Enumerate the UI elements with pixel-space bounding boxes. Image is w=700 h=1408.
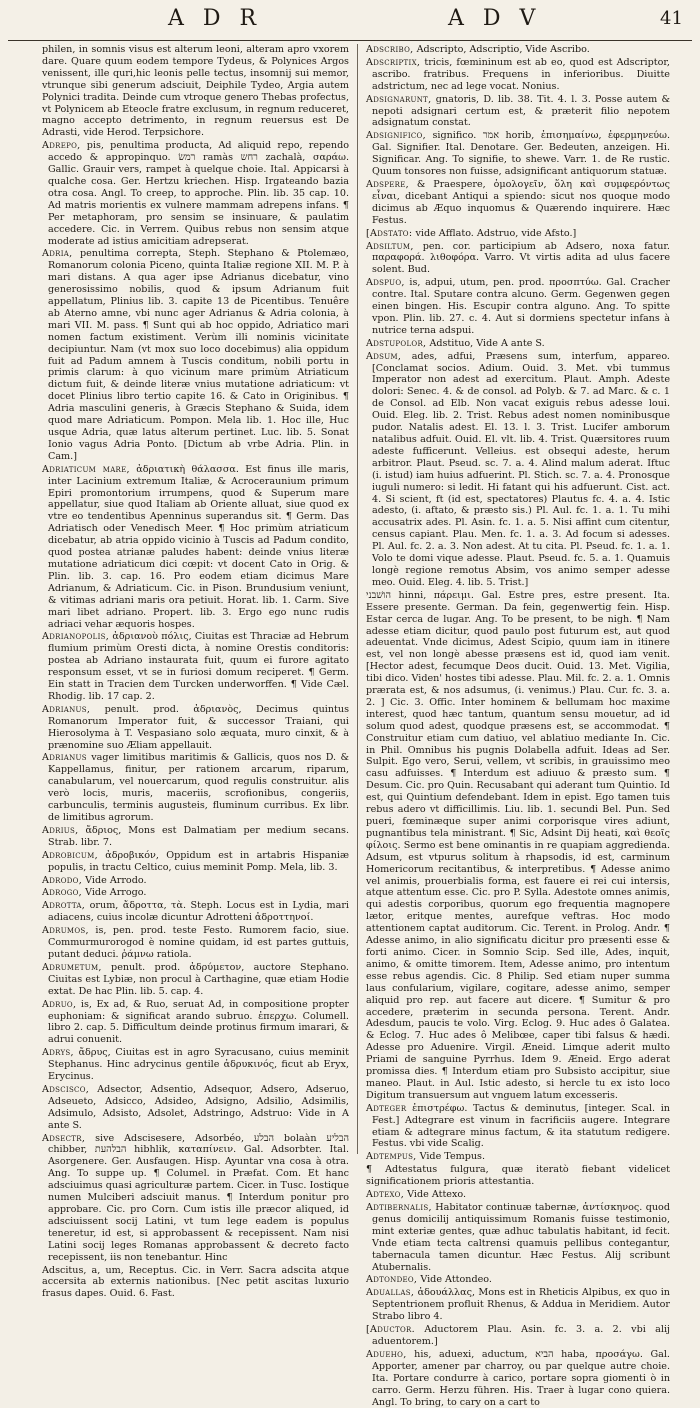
entry-headword: [Aductor. <box>366 1324 415 1336</box>
entry-headword: Adriaticum mare, <box>42 463 130 475</box>
dictionary-entry <box>42 140 349 247</box>
entry-body: הושׁבני hinni, πάρειμι. Gal. Estre pres, estre present. Ita. Essere presente. German. Da fein, gegenwertig fein. Hisp. Estar cerca de lugar. Ang. To be present, to be nigh. ¶ Nam adesse etiam dicitur, quod paulo post futurum est, aut quod adeuentat. Vnde dicimus, Adest Scipio, quum iam in itinere est, vel non longè abesse præsens est id, quod iam venit. [Hector adest, fecumque Deos ducit. Ouid. 13. Met. Vigilia, tibi dico. Viden' hostes tibi adesse. Plau. Mil. fc. 2. a. 1. Omnis prærata est, & nos adsumus, (i. venimus.) Plau. Cur. fc. 3. a. 2. ] Cic. 3. Offic. Inter hominem & bellumam hoc maxime interest, quod hæc tantum, quantum sensu mouetur, ad id solum quod adest, quodque præsens est, se accommodat. ¶ Construitur etiam cum datiuo, vel ablatiuo mediante In. Cic. in Phil. Omnibus his pugnis Dolabella adfuit. Ideas ad Ser. Sulpit. Ego vero, Serui, vellem, vt scribis, in grauissimo meo casu adfuisses. ¶ Interdum est adiuuo & præsto sum. ¶ Desum. Cic. pro Quin. Recusabant qui aderant tum Quintio. Id est, qui Quintium defendebant. Idem in epist. Ego tamen tuis rebus adero vt difficillimis. Liu. lib. 1. secundi Bel. Pun. Sed pueri, fœminæque super animi corporisque vires adiunt, pugnantibus tela ministrant. ¶ Sic, Adsint Dij heati, καὶ θεοῖς φίλοις. Sermo est bene ominantis in re quapiam aggredienda. Adsum, est vtpurus solitum à rhapsodis, id est, carminum Homericorum recitantibus, & interpretibus. ¶ Adesse animo vel animis, prouerbialis forma, est fauere ei rei cui intersis, atque attentum esse. Cic. pro P. Sylla. Adestote omnes animis, qui adestis corporibus, quorum ego frequentia magnopere lætor, eritque mentes, aurefque veftras. Hoc modo attentionem captat auditorum. Cic. Terent. in Prolog. Andr. ¶ Adesse animo, in alio significatu dicitur pro præsenti esse & forti animo. Cicer. in Somnio Scip. Sed ille, Ades, inquit, animo, & omitte timorem. Item, Adesse animo, pro intentum esse rebus agendis. Cic. 8 Philip. Sed etiam nuper summa laus confularium, vigilare, cogitare, adesse animo, semper aliquid pro rep. aut facere aut dicere. ¶ Sumitur & pro accedere, præterim in secunda persona. Terent. Andr. Adesdum, paucis te volo. Virg. Eclog. 9. Huc ades ô Galatea. & Eclog. 7. Huc ades ô Melibœe, caper tibi falsus & hædi. Adesse pro Aduenire. Virgil. Æneid. Limque aderit multo Priami de sanguine Pyrrhus. Idem 9. Æneid. Ergo aderat promissa dies. ¶ Interdum etiam pro Subsisto accipitur, siue maneo. Plaut. in Aul. Istic adesto, si hercle tu ex isto loco Digitum transuersum aut vnguem latum excesseris. <box>366 589 670 1101</box>
entry-body: is, Ex ad, & Ruo, seruat Ad, in compositione propter euphoniam: & significat arando subruo. ἐπερχω. Columell. libro 2. cap. 5. Difficultum deinde protinus firmum imarari, & adrui conuenit. <box>48 998 349 1046</box>
entry-headword: Adrodo, <box>42 874 83 886</box>
entry-headword: Adria, <box>42 248 73 260</box>
entry-body: pis, penultima producta, Ad aliquid repo, rependo accedo & appropinquo. רמשׂ ramàs רחש zachalà, σαράω. Gallic. Grauir vers, rampet à quelque choie. Ital. Appicarsi à qualche cosa. Ger. Hertzu kriechen. Hisp. Irgateando bazia otra cosa. Angl. To creep, to approche. Plin. lib. 35 cap. 10. Ad matris morientis ex vulnere mammam adrepens infans. ¶ Per metaphoram, pro sensim se insinuare, & paulatim accedere. Cic. in Verrem. Quibus rebus non sensim atque moderate ad istius amicitiam adrepserat. <box>48 140 349 247</box>
dictionary-entry <box>42 631 349 702</box>
dictionary-entry <box>42 999 349 1047</box>
dictionary-entry <box>42 875 349 887</box>
entry-headword: Adrepo, <box>42 140 81 152</box>
dictionary-entry <box>366 44 670 56</box>
entry-body: tricis, fœmininum est ab eo, quod est Adscriptor, ascribo. fratribus. Frequens in inferioribus. Diuitte adstrictum, nec ad lege vocat. Nonius. <box>372 56 670 92</box>
entry-headword: Adteger <box>366 1102 407 1114</box>
entry-body: Vide Arrogo. <box>85 887 147 899</box>
entry-headword: Adrianus, <box>42 703 91 715</box>
entry-headword: Adrianopolis, <box>42 631 110 643</box>
entry-headword: Adrius, <box>42 824 79 836</box>
entry-headword: Adtexo, <box>366 1189 405 1201</box>
entry-body: ἐπιστρέφω. Tactus & deminutus, [integer. Scal. in Fest.] Adtegrare est vinum in facrificiis augere. Integrare etiam & adtegrare minus factum, & ita statutum redigere. Festus. vbi vide Scalig. <box>372 1102 670 1150</box>
entry-headword: Adueho, <box>366 1348 407 1360</box>
dictionary-entry <box>42 887 349 899</box>
dictionary-entry <box>366 338 670 350</box>
entry-body: Vide Attondeo. <box>420 1274 492 1286</box>
header-left-title: A D R <box>168 6 263 31</box>
entry-body: Vide Attexo. <box>407 1189 467 1201</box>
entry-body: pen. cor. participium ab Adsero, noxa fatur. παραφορά. λιθοφόρα. Varro. Vt virtis adita ad ulus facere solent. Bud. <box>372 240 670 276</box>
dictionary-entry <box>42 752 349 823</box>
entry-body: Habitator continuæ tabernæ, ἀντίσκηνος. quod genus domicilij antiquissimum Romanis fuisse testimonio, mint exteriæ gentes, quæ adhuc tabulatis habitant, id fecit. Vnde etiam tecta caltrensi quamuis pellibus contegantur, tabernacula tamen dicuntur. Hæc Festus. Alij scribunt Atubernalis. <box>372 1202 670 1273</box>
entry-headword: Adrumetum, <box>42 961 102 973</box>
entry-headword: Adtempus, <box>366 1151 417 1163</box>
entry-headword: Aduallas, <box>366 1287 415 1299</box>
entry-body: Aductorem Plau. Asin. fc. 3. a. 2. vbi alij aduentorem.] <box>372 1324 670 1347</box>
entry-headword: Adscribo, <box>366 44 414 55</box>
entry-body: his, aduexi, aductum, הביא haba, προσάγω. Gal. Apporter, amener par charroy, ou par quelque autre choie. Ita. Portare condurre à carico, portare sopra giomenti ò in carro. Germ. Herzu führen. His. Traer à lugar cono quiera. Angl. To bring, to cary on a cart to <box>372 1348 670 1408</box>
entry-headword: Adrogo, <box>42 887 83 899</box>
entry-headword: Adscriptix, <box>366 56 421 68</box>
dictionary-entry <box>42 825 349 849</box>
entry-headword: [Adstato: <box>366 227 413 239</box>
entry-body: Adstituo, Vide A ante S. <box>429 337 545 349</box>
entry-headword: Adsum, <box>366 350 402 362</box>
dictionary-entry <box>366 1287 670 1323</box>
entry-body: Adsector, Adsentio, Adsequor, Adsero, Adseruo, Adseueto, Adsicco, Adsideo, Adsigno, Adsilio, Adsimilis, Adsimulo, Adsisto, Adsolet, Adstringo, Adstruo: Vide in A ante S. <box>48 1083 349 1131</box>
left-column <box>42 44 350 1300</box>
entry-body: gnatoris, D. lib. 38. Tit. 4. l. 3. Posse autem & nepoti adsignari certum est, & præterit filio nepotem adsignatum constat. <box>372 93 670 129</box>
entry-headword: Adsignarunt, <box>366 93 432 105</box>
dictionary-entry <box>42 1047 349 1083</box>
entry-body: ἄδριος, Mons est Dalmatiam per medium secans. Strab. libr. 7. <box>48 824 350 848</box>
entry-headword: Adrumos, <box>42 925 89 937</box>
entry-body: is, adpui, utum, pen. prod. προσπτύω. Gal. Cracher contre. Ital. Sputare contra alcuno. Germ. Gegenwen gegen einen bingen. His. Escupir contra alguno. Ang. To spitte vpon. Plin. lib. 27. c. 4. Aut si dormiens spectetur infans à nutrice terna adspui. <box>372 277 670 336</box>
dictionary-entry <box>42 1084 349 1132</box>
dictionary-entry <box>42 1265 349 1301</box>
dictionary-entry <box>366 1274 670 1286</box>
entry-body: ἄδρυς, Ciuitas est in agro Syracusano, cuius meminit Stephanus. Hinc adrycinus gentile ἀδρυκινός, ficut ab Eryx, Erycinus. <box>48 1047 349 1083</box>
entry-body: vager limitibus maritimis & Gallicis, quos nos D. & Kappellamus, finitur, per rationem arcarum, riparum, canabularum, vel nouercarum, quod regulis construitur. alis verò locis, muris, maceriis, scrofionibus, congeriis, carbunculis, terminis augusteis, fluminum curribus. Ex libr. de limitibus agrorum. <box>48 752 349 823</box>
entry-body: Adscitus, a, um, Receptus. Cic. in Verr. Sacra adscita atque accersita ab externis nationibus. [Nec petit ascitas luxurio frasus dapes. Ouid. 6. Fast. <box>42 1264 349 1300</box>
entry-headword: Adsiltum, <box>366 240 414 252</box>
dictionary-entry <box>366 130 670 178</box>
dictionary-entry <box>366 241 670 277</box>
dictionary-entry <box>366 1202 670 1273</box>
dictionary-entry <box>366 1164 670 1188</box>
entry-body: is, pen. prod. teste Festo. Rumorem facio, siue. Commurmurorogod è nomine quidam, id est partes guttuis, putant deduci. ῥάμνω ratiola. <box>48 925 349 960</box>
entry-headword: Adscisco, <box>42 1083 90 1095</box>
dictionary-entry <box>366 1151 670 1163</box>
header-right-title: A D V <box>448 6 542 31</box>
entry-headword: Adtondeo, <box>366 1274 418 1286</box>
entry-body: philen, in somnis visus est alterum leoni, alteram apro vxorem dare. Quare quum eodem tempore Tydeus, & Polynices Argos venissent, ille quri,hic leonis pelle tectus, insomnij sui memor, vtrunque sibi generum adsciuit, Deiphile Tydeo, Argia autem Polynici tradita. Deinde cum vtroque genero Thebas profectus, vt Polynicem ab Eteocle fratre exclusum, in regnum reduceret, magno accepto detrimento, in regnum reuersus est De Adrasti, vide Herod. Terpsichore. <box>42 44 349 139</box>
dictionary-entry <box>42 704 349 752</box>
entry-headword: Adrys, <box>42 1047 74 1059</box>
dictionary-entry <box>42 44 349 139</box>
dictionary-entry <box>366 179 670 227</box>
dictionary-entry <box>366 94 670 130</box>
entry-headword: Adrotta, <box>42 900 86 912</box>
entry-body: Adscripto, Adscriptio, Vide Ascribo. <box>416 44 590 55</box>
entry-headword: Adruo, <box>42 998 77 1010</box>
dictionary-entry <box>366 351 670 589</box>
entry-headword: Adspere, <box>366 178 409 190</box>
dictionary-entry <box>42 900 349 924</box>
entry-headword: Adrobicum, <box>42 849 98 861</box>
entry-body: vide Afflato. Adstruo, vide Afsto.] <box>415 227 577 239</box>
entry-body: ἀδουάλλας, Mons est in Rheticis Alpibus, ex quo in Septentrionem profluit Rhenus, & Addua in Meridiem. Autor Strabo libro 4. <box>372 1287 670 1323</box>
entry-headword: Adtibernalis, <box>366 1202 432 1213</box>
dictionary-entry <box>366 277 670 337</box>
entry-body: sive Adscisesere, Adsorbéo, הבלע bolaàn הבליע chibber, הבלהעת hibhlik, καταπίνειν. Gal. Adsorbter. Ital. Asorgenere. Ger. Ausfaugen. Hisp. Ayuntar vna cosa à otra. Ang. To suppe up. ¶ Columel. in Præfat. Com. Et hanc adsciuimus quasi agriculturæ partem. Cicer. in Tusc. Iostique numen Mulciberi adsciuit manus. ¶ Interdum ponitur pro approbare. Cic. pro Corn. Cum istis ille præcor aliqued, id adsciuissent socij Latini, vt tum lege eadem is populus teneretur, id est, si approbassent & recepissent. Nam nisi Latini socij leges Romanas approbassent & decreto facto recepissent, iis non tenebantur. Hinc <box>48 1132 349 1263</box>
dictionary-entry <box>366 228 670 240</box>
entry-body: ἀδριανοὺ πόλις, Ciuitas est Thraciæ ad Hebrum flumium primùm Oresti dicta, à nomine Orestis conditoris: postea ab Adriano instaurata fuit, quum ei furore agitato responsum esset, vt se in furiosi domum reciperet. ¶ Germ. Ein statt in Tracien dem Turcken underworffen. ¶ Vide Cæl. Rhodig. lib. 17 cap. 2. <box>48 631 349 702</box>
entry-headword: Adsignifico, <box>366 130 426 142</box>
entry-body: & Praespere, ὁμολογεῖν, ὅλη καὶ συμφερόντως εἶναι, dicebant Antiqui a spiendo: sicut nos quoque modo dicimus ab Æquo inquomus & Quærendo inquirere. Hæc Festus. <box>372 178 670 226</box>
dictionary-entry <box>366 1103 670 1151</box>
entry-headword: Adstupolor, <box>366 337 427 349</box>
dictionary-entry <box>42 464 349 631</box>
right-column <box>366 44 670 1408</box>
dictionary-entry <box>366 1349 670 1408</box>
dictionary-entry <box>42 850 349 874</box>
entry-body: penult. prod. ἀδρύμετον, auctore Stephano. Ciuitas est Lybiæ, non procul à Carthagine, quæ etiam Hodie extat. De hac Plin. lib. 5. cap. 4. <box>48 961 349 997</box>
dictionary-entry <box>42 1133 349 1264</box>
entry-headword: Adrianus <box>42 752 87 764</box>
running-header <box>0 0 700 40</box>
header-rule <box>8 40 692 41</box>
entry-headword: Adspuo, <box>366 277 405 289</box>
dictionary-entry <box>366 1324 670 1348</box>
dictionary-entry <box>366 57 670 93</box>
entry-body: ἀδριατικὴ θάλασσα. Est finus ille maris, inter Lacinium extremum Italiæ, & Acroceraunium primum Epiri promontorium irrumpens, quod & Superum mare appellatur, siue quod Italiam ab Oriente alluat, siue quod ex vtre eo tendentibus Apenninus superandus sit. ¶ Germ. Das Adriatisch oder Venedisch Meer. ¶ Hoc primùm atriaticum dicebatur, ab atria oppido vicinio à Tuscis ad Padum condito, quod postea atrianæ paludes habent: deinde vnius literæ mutatione adriaticum dici cœpit: vt docent Cato in Orig. & Plin. lib. 3. cap. 16. Pro eodem etiam dicimus Mare Adrianum, & Adriaticum. Cic. in Pison. Brundusium veniunt, & vitimas adriani maris ora petiuit. Horat. lib. 1. Carm. Sive mari libet adriano. Propert. lib. 3. Ergo ego nunc rudis adriaci vehar æquoris hospes. <box>48 463 349 630</box>
column-divider <box>357 44 358 1154</box>
entry-headword: Adsectr, <box>42 1132 86 1144</box>
entry-body: orum, ἄδροττα, τὰ. Steph. Locus est in Lydia, mari adiacens, cuius incolæ dicuntur Adrotteni ἀδροττηνοί. <box>48 900 349 924</box>
entry-body: Vide Arrodo. <box>85 874 147 886</box>
entry-body: penult. prod. ἀδριανὸς, Decimus quintus Romanorum Imperator fuit, & successor Traiani, qui Hierosolyma à T. Vespasiano solo æquata, muro cinxit, & à prænomine suo Æliam appellauit. <box>48 703 349 751</box>
entry-body: ades, adfui, Præsens sum, interfum, appareo. [Conclamat socios. Adium. Ouid. 3. Met. vbi tummus Imperator non adest ad exercitum. Plaut. Amph. Adeste dolori: Senec. 4. & de consol. ad Polyb. & 7. ad Marc. & c. 1 de Consol. ad Elb. Non vacat exiguis rebus adesse loui. Ouid. Eleg. lib. 2. Trist. Rebus adest nomen nominibusque pudor. Natalis adest. El. 13. l. 3. Trist. Lucifer amborum natalibus adfuit. Ouid. El. vlt. lib. 4. Trist. Quærsitores ruum adeste fufficerunt. Velleius. est obsequi adeste, herum arbitror. Plaut. Pseud. sc. 7. a. 4. Alind malum aderat. Iftuc (i. istud) iam huius adfuerint. Pl. Stich. sc. 7. a. 4. Pronosque iuguli numero: si ledit. Hi fatant qui his adfuerunt. Cist. act. 4. Si scient, ft (id est, spectatores) Plautus fc. 4. a. 4. Istic adesto, (i. aftato, & præsto sis.) Pl. Aul. fc. 1. a. 1. Tu mihi accusatrix ades. Pl. Asin. fc. 1. a. 5. Nisi affint cum citentur, census capiant. Plau. Men. fc. 1. a. 3. Ad focum si adesses. Pl. Aul. fc. 2. a. 3. Non adest. At tu cita. Pl. Pseud. fc. 1. a. 1. Volo te domi vique adesse. Plaut. Pseud. fc. 5. a. 1. Quamuis longè regione remotus Absim, vos animo semper adesse meo. Ouid. Eleg. 4. lib. 5. Trist.] <box>372 350 670 588</box>
entry-body: ἀδροβικόν, Oppidum est in artabris Hispaniæ populis, in tractu Celtico, cuius meminit Pomp. Mela, lib. 3. <box>48 849 349 873</box>
entry-body: significo. אמר horib, ἐπισημαίνω, ἐφερμηνεύω. Gal. Signifier. Ital. Denotare. Ger. Bedeuten, anzeigen. Hi. Significar. Ang. To signifie, to shewe. Varr. 1. de Re rustic. Quum tonsores non fuisse, adsignificant antiquorum statuæ. <box>372 130 670 178</box>
entry-body: penultima correpta, Steph. Stephano & Ptolemæo, Romanorum colonia Piceno, quinta Italiæ regione XII. M. P. à mari distans. A qua ager ipse Adrianus dicebatur, vino generosissimo nobilis, quod & ipsum Adrianum fuit appellatum, Plinius lib. 3. capite 13 de Picentibus. Tenuêre ab Aterno amne, vbi nunc ager Adrianus & Adria colonia, à mari VII. M. pass. ¶ Sunt qui ab hoc oppido, Adriatico mari nomen factum existiment. Verùm illi nominis vicinitate decipiuntur. Nam (vt mox suo loco docebimus) alia oppidum fuit ad Padum amnem à Tuscis conditum, nobili portu in primis clarum: à quo vicinum mare primùm Atriaticum dictum fuit, & deinde literæ vnius mutatione adriaticum: vt docet Plinius libro tertio capite 16. & Cato in Originibus. ¶ Adria masculini generis, à Græcis Stephano & Suida, idem quod mare Adriaticum. Pompon. Mela lib. 1. Hoc ille, Huc usque Adria, quæ latus alterum pertinet. Luc. lib. 5. Sonat Ionio vagus Adria Ponto. [Dictum ab vrbe Adria. Plin. in Cam.] <box>48 248 349 462</box>
dictionary-entry <box>366 1189 670 1201</box>
entry-body: ¶ Adtestatus fulgura, quæ iteratò fiebant videlicet significationem prioris attestantia. <box>366 1164 670 1188</box>
dictionary-entry <box>42 248 349 462</box>
dictionary-entry <box>42 962 349 998</box>
entry-body: Vide Tempus. <box>419 1151 486 1163</box>
page-number: 41 <box>660 8 683 29</box>
dictionary-entry <box>42 925 349 961</box>
dictionary-entry <box>366 590 670 1102</box>
